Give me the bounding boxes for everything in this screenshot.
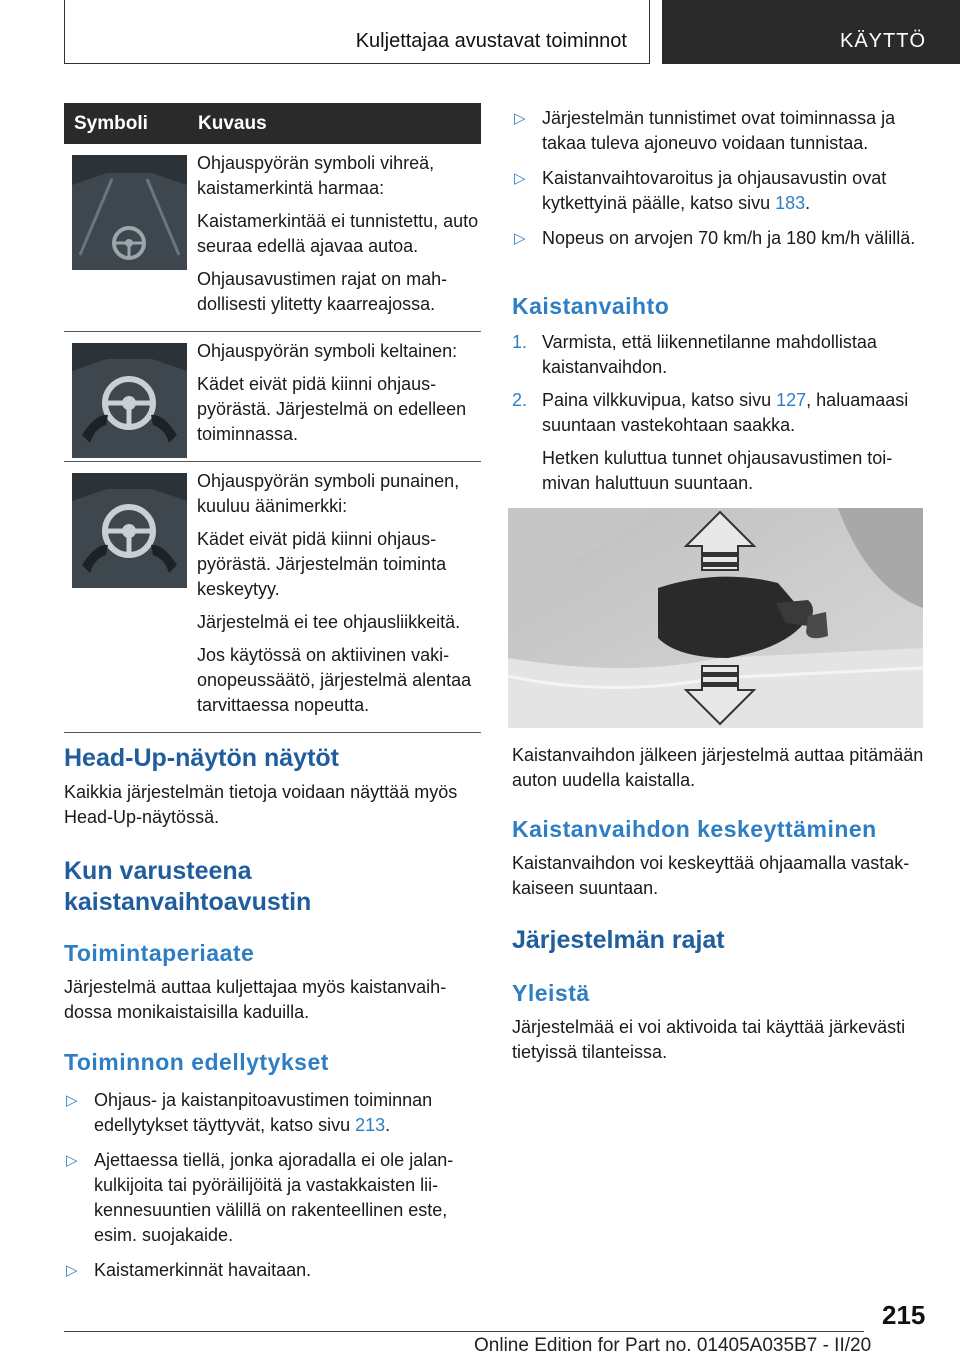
list-item: 2. Paina vilkkuvipua, katso sivu 127, haluamaasi suuntaan vastekohtaan saakka. Hetken kuluttua tunnet ohjausavustimen toimivan haluttuun suuntaan. (512, 388, 928, 496)
list-item: ▷ Järjestelmän tunnistimet ovat toiminnassa ja takaa tuleva ajoneuvo voidaan tunnistaa. (514, 108, 896, 153)
steering-wheel-green-icon (72, 155, 187, 270)
lane-change-steps (512, 330, 928, 496)
table-row (64, 462, 481, 733)
row-line: Ohjauspyörän symboli punainen, kuuluu äänimerkki: (197, 471, 460, 516)
row-line: Kädet eivät pidä kiinni ohjauspyörästä. Järjestelmä on edelleen toiminnassa. (197, 374, 467, 444)
header-description: Kuvaus (198, 113, 267, 134)
triangle-bullet-icon: ▷ (66, 1152, 78, 1169)
row-line: Ohjausavustimen rajat on mahdollisesti ylitetty kaarreajossa. (197, 269, 448, 314)
conditions-list (64, 1088, 482, 1283)
row-line: Kaistamerkintää ei tunnistettu, auto seuraa edellä ajavaa autoa. (197, 211, 479, 256)
symbol-table (64, 103, 481, 733)
table-row (64, 144, 481, 332)
edition-info: Online Edition for Part no. 01405A035B7 - II/20 (474, 1335, 872, 1356)
table-header (64, 103, 481, 144)
header-frame (64, 0, 650, 64)
after-change-text: Kaistanvaihdon jälkeen järjestelmä auttaa pitämään auton uudella kaistalla. (512, 745, 924, 790)
triangle-bullet-icon: ▷ (66, 1262, 78, 1279)
row-line: Kädet eivät pidä kiinni ohjauspyörästä. Järjestelmän toiminta keskeytyy. (197, 529, 447, 599)
chapter-tab[interactable] (662, 0, 960, 64)
lane-change-section (512, 293, 928, 504)
page-link[interactable]: 127 (776, 390, 807, 410)
page-link[interactable]: 183 (775, 193, 806, 213)
turn-signal-lever-image (508, 508, 923, 728)
principle-text: Järjestelmä auttaa kuljettajaa myös kaistanvaihdossa monikaistaisilla kaduilla. (64, 977, 447, 1022)
hud-section (64, 743, 482, 830)
triangle-bullet-icon: ▷ (514, 110, 526, 127)
header-symbol: Symboli (74, 113, 148, 134)
steering-wheel-yellow-icon (72, 343, 187, 458)
section-title: Kuljettajaa avustavat toiminnot (355, 30, 627, 52)
list-item: ▷ Nopeus on arvojen 70 km/h ja 180 km/h välillä. (512, 226, 928, 251)
conditions-section (64, 1049, 482, 1293)
page-number: 215 (882, 1300, 926, 1330)
chapter-label: KÄYTTÖ (839, 30, 926, 52)
conditions-heading: Toiminnon edellytykset (64, 1049, 329, 1075)
page-link[interactable]: 213 (355, 1115, 386, 1135)
interrupt-heading: Kaistanvaihdon keskeyttäminen (512, 816, 877, 842)
triangle-bullet-icon: ▷ (514, 170, 526, 187)
conditions-list-continued (512, 106, 928, 251)
hud-text: Kaikkia järjestelmän tietoja voidaan näyttää myös Head-Up-näytössä. (64, 782, 458, 827)
list-item: 1. Varmista, että liikennetilanne mahdollistaa kaistanvaihdon. (512, 332, 877, 377)
row-line: Ohjauspyörän symboli vihreä, kaistamerkintä harmaa: (197, 153, 435, 198)
hud-heading: Head-Up-näytön näytöt (64, 744, 339, 772)
row-line: Järjestelmä ei tee ohjausliikkeitä. (197, 612, 461, 632)
limits-heading: Järjestelmän rajat (512, 926, 725, 954)
lca-heading-line1: Kun varusteena (64, 857, 252, 885)
triangle-bullet-icon: ▷ (66, 1092, 78, 1109)
conditions-continued (512, 106, 928, 261)
row-line: Ohjauspyörän symboli keltainen: (197, 341, 458, 361)
lane-change-heading: Kaistanvaihto (512, 293, 670, 319)
limits-subheading: Yleistä (512, 980, 590, 1006)
list-item: ▷ Kaistanvaihtovaroitus ja ohjausavustin ovat kytkettyinä päälle, katso sivu 183. (514, 168, 887, 213)
limits-section (512, 925, 928, 1065)
row-line: Jos käytössä on aktiivinen vakionopeussäätö, järjestelmä alentaa tarvittaessa nopeutta. (197, 645, 472, 715)
step-note: Hetken kuluttua tunnet ohjausavustimen toimivan haluttuun suuntaan. (542, 448, 893, 493)
step-number: 2. (512, 390, 528, 410)
list-item: ▷ Kaistamerkinnät havaitaan. (64, 1258, 482, 1283)
steering-wheel-red-icon (72, 473, 187, 588)
lca-heading-line2: kaistanvaihtoavustin (64, 888, 312, 916)
triangle-bullet-icon: ▷ (514, 230, 526, 247)
interrupt-text: Kaistanvaihdon voi keskeyttää ohjaamalla vastakkaiseen suuntaan. (512, 853, 910, 898)
footer-divider (64, 1331, 864, 1332)
lca-section (64, 856, 482, 918)
step-number: 1. (512, 332, 528, 352)
list-item: ▷ Ohjaus- ja kaistanpitoavustimen toiminnan edellytykset täyttyvät, katso sivu 213. (66, 1090, 433, 1135)
principle-section (64, 940, 482, 1025)
principle-heading: Toimintaperiaate (64, 940, 255, 966)
list-item: ▷ Ajettaessa tiellä, jonka ajoradalla ei ole jalankulkijoita tai pyöräilijöitä ja vastakkaisten liikennesuuntien välillä on rakenteellinen este, esim. suojakaide. (66, 1150, 454, 1245)
interrupt-section (512, 816, 928, 901)
limits-text: Järjestelmää ei voi aktivoida tai käyttää järkevästi tietyissä tilanteissa. (512, 1017, 906, 1062)
table-row (64, 332, 481, 462)
